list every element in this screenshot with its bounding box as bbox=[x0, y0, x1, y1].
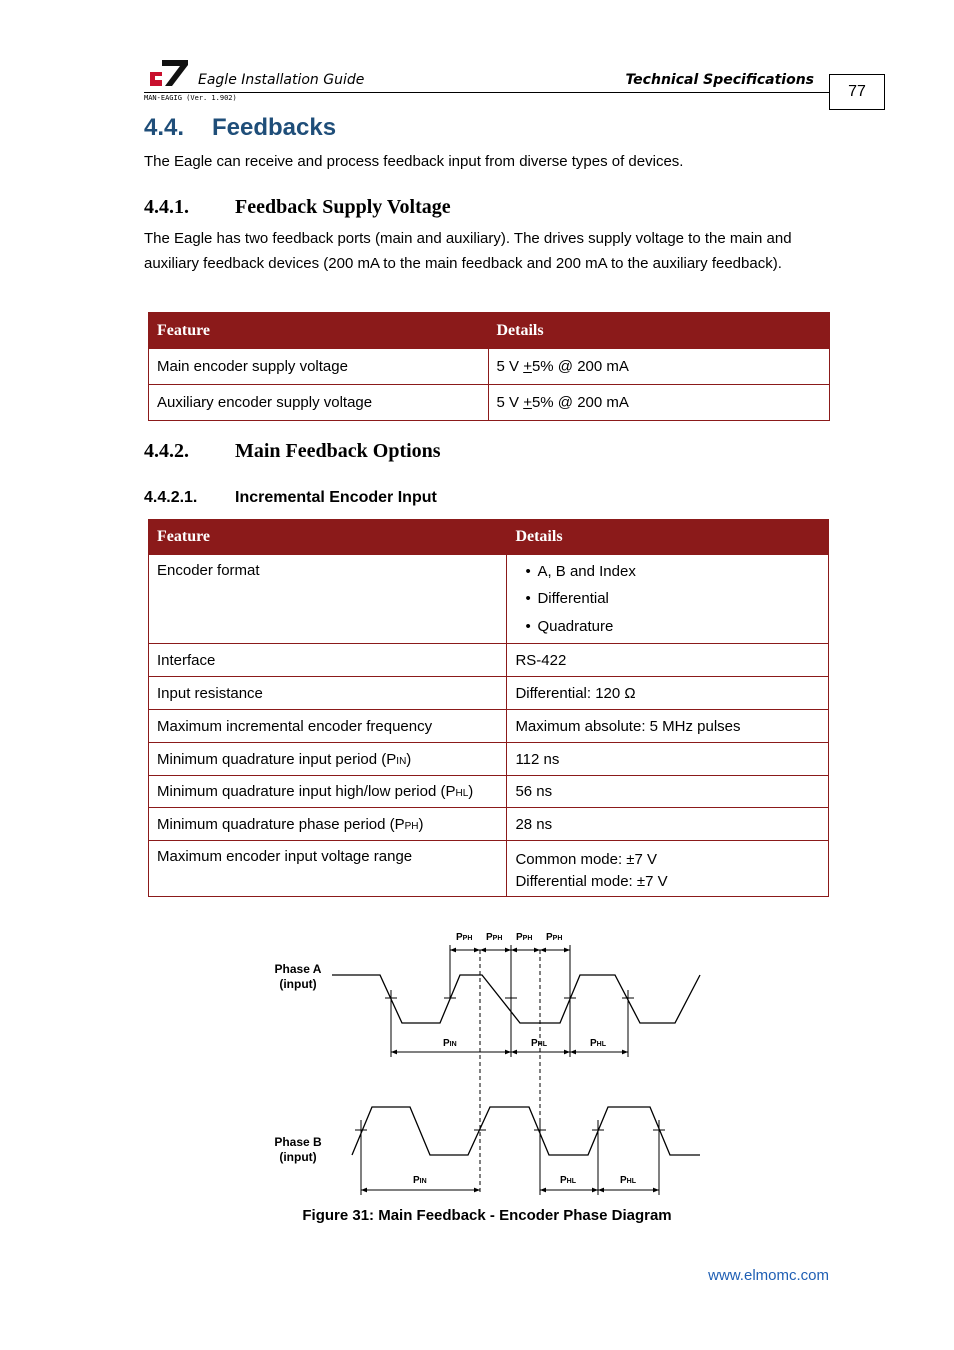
pin-label: PIN bbox=[443, 1038, 457, 1049]
elmo-logo bbox=[148, 58, 190, 88]
pin-label: PIN bbox=[413, 1175, 427, 1186]
table-row bbox=[149, 385, 830, 421]
pph-label: PPH bbox=[486, 932, 503, 943]
heading-feedback-supply-voltage bbox=[144, 196, 451, 219]
details-cell: 112 ns bbox=[507, 743, 829, 776]
supply-voltage-body: The Eagle has two feedback ports (main and auxiliary). The drives supply voltage to the main and auxiliary feedback devices (200 mA to the main feedback and 200 mA to the auxiliary feedback). bbox=[144, 230, 792, 272]
heading-incremental-encoder-input bbox=[144, 489, 437, 507]
feedbacks-intro: The Eagle can receive and process feedback input from diverse types of devices. bbox=[144, 153, 684, 170]
feature-cell: Interface bbox=[149, 644, 507, 677]
list-item: • A, B and Index bbox=[525, 558, 820, 586]
table-row bbox=[149, 710, 829, 743]
heading-number: 4.4.1. bbox=[144, 196, 189, 218]
feature-cell: Minimum quadrature phase period (PPH) bbox=[149, 808, 507, 841]
table-row bbox=[149, 555, 829, 644]
table-row bbox=[149, 776, 829, 808]
phase-a-sub-label: (input) bbox=[279, 977, 317, 991]
table-row bbox=[149, 677, 829, 710]
header-section-name: Technical Specifications bbox=[625, 72, 814, 88]
phl-label: PHL bbox=[590, 1038, 607, 1049]
details-cell bbox=[507, 841, 829, 897]
table-row bbox=[149, 808, 829, 841]
table-row bbox=[149, 349, 830, 385]
header-rule bbox=[144, 92, 829, 93]
feature-cell: Minimum quadrature input period (PIN) bbox=[149, 743, 507, 776]
heading-title: Feedback Supply Voltage bbox=[235, 196, 451, 218]
heading-title: Feedbacks bbox=[212, 114, 337, 141]
details-cell: 5 V +5% @ 200 mA bbox=[488, 385, 830, 421]
table-header-row bbox=[149, 520, 829, 555]
column-header-details: Details bbox=[507, 520, 829, 555]
encoder-phase-diagram bbox=[250, 920, 720, 1200]
table-header-row bbox=[149, 313, 830, 349]
phl-label: PHL bbox=[531, 1038, 548, 1049]
feature-cell: Minimum quadrature input high/low period (PHL) bbox=[149, 776, 507, 808]
feature-cell: Encoder format bbox=[149, 555, 507, 644]
heading-number: 4.4. bbox=[144, 114, 185, 141]
phase-b-waveform bbox=[352, 1107, 700, 1155]
pph-label: PPH bbox=[516, 932, 533, 943]
phl-label: PHL bbox=[620, 1175, 637, 1186]
details-cell bbox=[507, 555, 829, 644]
heading-number: 4.4.2. bbox=[144, 440, 189, 462]
table-row bbox=[149, 743, 829, 776]
heading-feedbacks bbox=[144, 114, 336, 142]
column-header-feature: Feature bbox=[149, 313, 489, 349]
document-version: MAN-EAGIG (Ver. 1.902) bbox=[144, 94, 237, 102]
heading-number: 4.4.2.1. bbox=[144, 489, 198, 506]
list-item: • Quadrature bbox=[525, 613, 820, 641]
encoder-format-list bbox=[525, 558, 820, 641]
incremental-encoder-table bbox=[148, 519, 829, 897]
details-cell: Maximum absolute: 5 MHz pulses bbox=[507, 710, 829, 743]
details-cell: 56 ns bbox=[507, 776, 829, 808]
feature-cell: Auxiliary encoder supply voltage bbox=[149, 385, 489, 421]
table-row bbox=[149, 644, 829, 677]
supply-voltage-table bbox=[148, 312, 830, 421]
column-header-details: Details bbox=[488, 313, 830, 349]
phase-b-sub-label: (input) bbox=[279, 1150, 317, 1164]
phase-a-waveform bbox=[332, 975, 700, 1023]
details-cell: RS-422 bbox=[507, 644, 829, 677]
list-item: • Differential bbox=[525, 585, 820, 613]
details-cell: 28 ns bbox=[507, 808, 829, 841]
differential-mode-voltage: Differential mode: ±7 V bbox=[515, 872, 668, 890]
feature-cell: Input resistance bbox=[149, 677, 507, 710]
heading-main-feedback-options bbox=[144, 440, 441, 463]
phase-a-label: Phase A bbox=[274, 962, 322, 976]
pph-label: PPH bbox=[546, 932, 563, 943]
document-title: Eagle Installation Guide bbox=[198, 72, 365, 88]
table-row bbox=[149, 841, 829, 897]
details-cell: Differential: 120 Ω bbox=[507, 677, 829, 710]
phase-b-label: Phase B bbox=[274, 1135, 322, 1149]
pph-label: PPH bbox=[456, 932, 473, 943]
column-header-feature: Feature bbox=[149, 520, 507, 555]
details-cell: 5 V +5% @ 200 mA bbox=[488, 349, 830, 385]
heading-title: Main Feedback Options bbox=[235, 440, 441, 462]
feature-cell: Maximum encoder input voltage range bbox=[149, 841, 507, 897]
page-number: 77 bbox=[829, 74, 885, 110]
heading-title: Incremental Encoder Input bbox=[235, 489, 437, 506]
phl-label: PHL bbox=[560, 1175, 577, 1186]
figure-caption: Figure 31: Main Feedback - Encoder Phase Diagram bbox=[302, 1207, 672, 1224]
feature-cell: Maximum incremental encoder frequency bbox=[149, 710, 507, 743]
feature-cell: Main encoder supply voltage bbox=[149, 349, 489, 385]
footer-website-link[interactable]: www.elmomc.com bbox=[708, 1267, 829, 1284]
common-mode-voltage: Common mode: ±7 V bbox=[515, 850, 658, 868]
